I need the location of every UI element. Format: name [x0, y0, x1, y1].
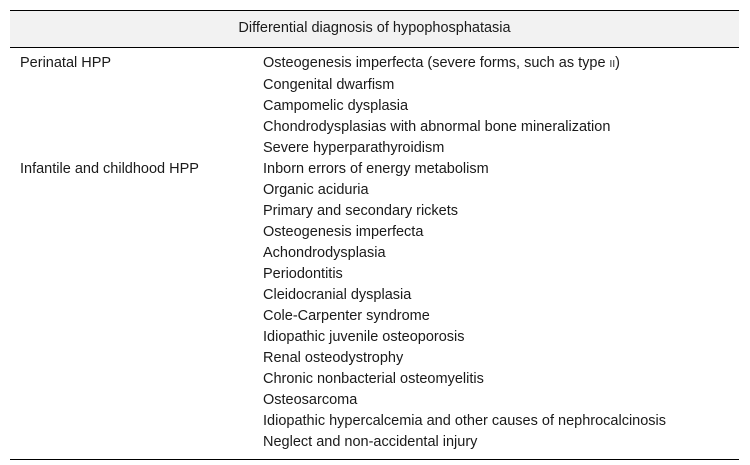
table-row-infantile [10, 159, 739, 460]
diagnosis-item: Primary and secondary rickets [263, 203, 459, 219]
diagnosis-item: Inborn errors of energy metabolism [263, 161, 489, 177]
differential-diagnosis-table [10, 10, 739, 460]
diagnosis-item: Neglect and non-accidental injury [263, 434, 478, 450]
diagnosis-item: Osteogenesis imperfecta [263, 224, 424, 240]
diagnosis-item: Achondrodysplasia [263, 245, 386, 261]
diagnosis-item: Chronic nonbacterial osteomyelitis [263, 371, 484, 387]
diagnoses-infantile [263, 159, 739, 460]
diagnosis-item: Osteosarcoma [263, 392, 358, 408]
diagnosis-item: Renal osteodystrophy [263, 350, 404, 366]
table-row-perinatal [10, 48, 739, 160]
diagnosis-item: Campomelic dysplasia [263, 98, 409, 114]
diagnosis-item: Cole-Carpenter syndrome [263, 308, 430, 324]
header-row [10, 11, 739, 48]
diagnosis-text: Osteogenesis imperfecta (severe forms, such as type [263, 55, 610, 71]
diagnosis-item: Idiopathic juvenile osteoporosis [263, 329, 465, 345]
diagnoses-perinatal [263, 48, 739, 160]
diagnosis-item [263, 53, 739, 75]
type-close: ) [615, 55, 620, 71]
diagnosis-item: Periodontitis [263, 266, 343, 282]
diagnosis-item: Chondrodysplasias with abnormal bone mineralization [263, 119, 611, 135]
diagnosis-item: Severe hyperparathyroidism [263, 140, 445, 156]
type-numeral: II [609, 59, 616, 70]
table-header: Differential diagnosis of hypophosphatasia [10, 11, 739, 48]
diagnosis-item: Cleidocranial dysplasia [263, 287, 412, 303]
category-perinatal: Perinatal HPP [20, 55, 112, 71]
diagnosis-item: Congenital dwarfism [263, 77, 395, 93]
diagnosis-item: Idiopathic hypercalcemia and other causes of nephrocalcinosis [263, 413, 667, 429]
diagnosis-item: Organic aciduria [263, 182, 369, 198]
table [10, 10, 739, 460]
category-infantile: Infantile and childhood HPP [10, 159, 263, 460]
